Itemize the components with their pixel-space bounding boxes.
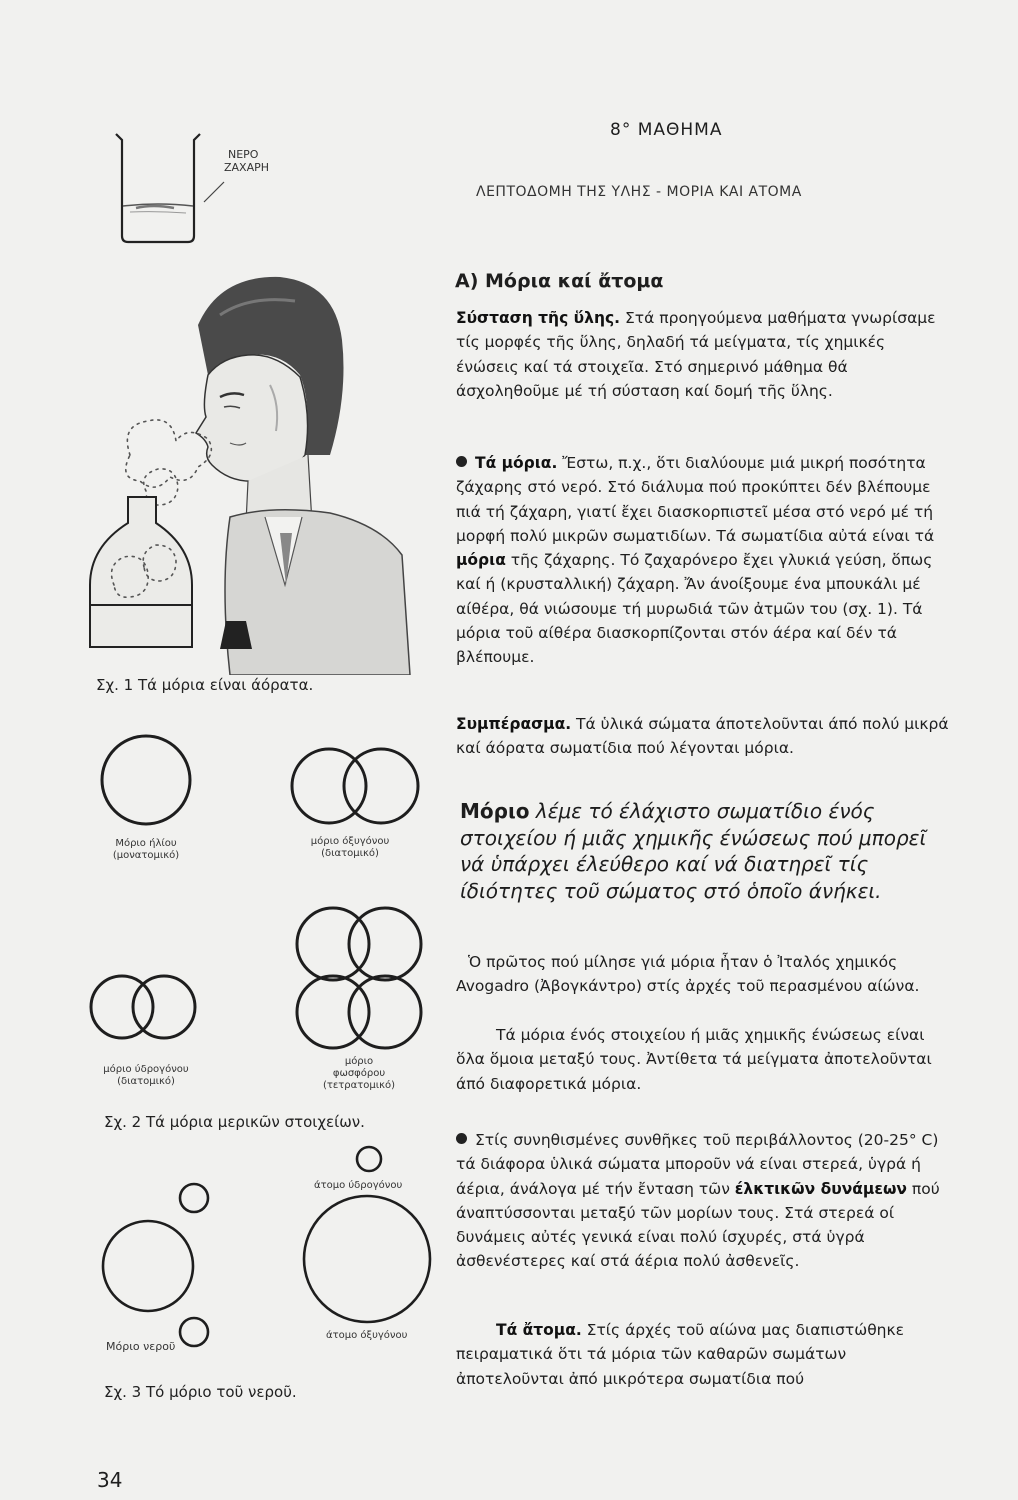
paragraph-avogadro: Ὁ πρῶτος πού μίλησε γιά μόρια ἦταν ὁ Ἰταλός χημικός Avogadro (Ἀβογκάντρο) στίς ἀρχές τοῦ περασμένου αίώνα. (456, 953, 920, 996)
paragraph-composition-text: Στά προηγούμενα μαθήματα γνωρίσαμε τίς μορφές τῆς ὕλης, δηλαδή τά μείγματα, τίς χημικές ένώσεις καί τά στοιχεῖα. Στό σημερινό μάθημα θά άσχοληθοῦμε μέ τή σύσταση καί δομή τῆς ὕλης. (456, 309, 936, 400)
paragraph-conclusion-lead: Συμπέρασμα. (456, 715, 572, 733)
phosphorus-label-line1: μόριο (344, 1056, 374, 1067)
paragraph-identical-molecules: Τά μόρια ένός στοιχείου ή μιᾶς χημικῆς ένώσεως είναι ὅλα ὅμοια μεταξύ τους. Ἀντίθετα τά μείγματα ἀποτελοῦνται άπό διαφορετικά μόρια. (456, 1026, 932, 1093)
helium-label-line2: (μονατομικό) (112, 850, 180, 861)
paragraph-conclusion-text: Τά ὑλικά σώματα άποτελοῦνται άπό πολύ μικρά καί άόρατα σωματίδια πού λέγονται μόρια. (456, 715, 949, 758)
paragraph-forces (456, 1128, 952, 1274)
water-molecule-diagram (100, 1150, 210, 1350)
beaker-illustration (108, 128, 208, 246)
hydrogen-label (82, 1064, 210, 1088)
oxygen-molecule-diagram (288, 744, 422, 828)
helium-molecule-diagram (98, 732, 194, 828)
oxygen-label (290, 836, 410, 860)
oxygen-atom-label: άτομο όξυγόνου (326, 1330, 408, 1341)
beaker-label-water: ΝΕΡΟ (228, 148, 259, 161)
man-smelling-ether-illustration (80, 255, 440, 675)
paragraph-composition-lead: Σύσταση τῆς ὕλης. (456, 309, 621, 327)
molecule-definition-lead: Μόριο (460, 799, 530, 823)
fig1-caption: Σχ. 1 Τά μόρια είναι άόρατα. (96, 676, 314, 694)
paragraph-conclusion (456, 712, 952, 761)
hydrogen-atom-diagram (354, 1144, 384, 1174)
hydrogen-molecule-diagram (88, 970, 198, 1044)
section-heading: Α) Μόρια καί ἄτομα (455, 270, 664, 292)
beaker-pointer-line (200, 178, 230, 208)
paragraph-atoms (456, 1318, 952, 1391)
hydrogen-label-line2: (διατομικό) (117, 1076, 175, 1087)
lesson-subtitle: ΛΕΠΤΟΔΟΜΗ ΤΗΣ ΥΛΗΣ - ΜΟΡΙΑ ΚΑΙ ΑΤΟΜΑ (476, 184, 802, 200)
hydrogen-atom-label: άτομο ύδρογόνου (314, 1180, 403, 1191)
paragraph-atoms-lead: Τά ἄτομα. (496, 1321, 582, 1339)
oxygen-atom-diagram (298, 1190, 436, 1328)
phosphorus-label-line2: φωσφόρου (332, 1068, 386, 1079)
paragraph-molecules-text-a: Ἔστω, π.χ., ὅτι διαλύουμε μιά μικρή ποσότητα ζάχαρης στό νερό. Στό διάλυμα πού προκύπτει δέν βλέπουμε πιά τή ζάχαρη, γιατί ἔχει διασκορπιστεῖ μέσα στό νερό μέ τή μορφή πολύ μικρῶν σωματιδίων. Τά σωματίδια αὐτά είναι τά (456, 454, 935, 545)
water-molecule-label: Μόριο νεροῦ (106, 1340, 176, 1353)
oxygen-label-line2: (διατομικό) (321, 848, 379, 859)
paragraph-molecules (456, 451, 952, 670)
beaker-label-sugar: ΖΑΧΑΡΗ (224, 161, 270, 174)
phosphorus-label-line3: (τετρατομικό) (322, 1080, 396, 1091)
oxygen-label-line1: μόριο όξυγόνου (310, 836, 390, 847)
lesson-title: 8° ΜΑΘΗΜΑ (610, 120, 723, 140)
paragraph-forces-text-a: Στίς συνηθισμένες συνθῆκες τοῦ περιβάλλοντος (20-25° C) τά διάφορα ὑλικά σώματα μποροῦν νά είναι στερεά, ὑγρά ή άέρια, άνάλογα μέ τήν ἔνταση τῶν (456, 1131, 939, 1198)
helium-label (90, 838, 202, 862)
paragraph-atoms-text: Στίς άρχές τοῦ αίώνα μας διαπιστώθηκε πειραματικά ὅτι τά μόρια τῶν καθαρῶν σωμάτων ἀποτελοῦνται ἀπό μικρότερα σωματίδια πού (456, 1321, 905, 1388)
paragraph-forces-bold: έλκτικῶν δυνάμεων (734, 1179, 907, 1198)
paragraph-composition (456, 306, 952, 403)
phosphorus-label (300, 1056, 418, 1092)
bullet-icon (456, 1133, 467, 1144)
page-number: 34 (97, 1468, 123, 1492)
fig2-caption: Σχ. 2 Τά μόρια μερικῶν στοιχείων. (104, 1113, 365, 1131)
helium-label-line1: Μόριο ήλίου (115, 838, 177, 849)
paragraph-molecules-bold: μόρια (456, 551, 506, 570)
bullet-icon (456, 456, 467, 467)
phosphorus-molecule-diagram (292, 904, 426, 1054)
hydrogen-label-line1: μόριο ύδρογόνου (103, 1064, 189, 1075)
paragraph-molecules-lead: Τά μόρια. (475, 454, 558, 472)
molecule-definition-text: λέμε τό έλάχιστο σωματίδιο ένός στοιχείου ή μιᾶς χημικῆς ένώσεως πού μπορεῖ νά ὑπάρχει έλεύθερο καί νά διατηρεῖ τίς ίδιότητες τοῦ σώματος στό ὁποῖο άνήκει. (460, 799, 927, 903)
paragraph-forces-text-b: πού άναπτύσσονται μεταξύ τῶν μορίων τους. Στά στερεά οί δυνάμεις αὐτές γενικά είναι πολύ ίσχυρές, στά ὑγρά ἀσθενέστερες καί στά άέρια πολύ ἀσθενεῖς. (456, 1179, 940, 1271)
paragraph-molecules-text-b: τῆς ζάχαρης. Τό ζαχαρόνερο ἔχει γλυκιά γεύση, ὅπως καί ή (κρυσταλλική) ζάχαρη. Ἄν άνοίξουμε ένα μπουκάλι μέ αίθέρα, θά νιώσουμε τή μυρωδιά τῶν ἀτμῶν του (σχ. 1). Τά μόρια τοῦ αίθέρα διασκορπίζονται στόν άέρα καί δέν τά βλέπουμε. (456, 551, 933, 667)
fig3-caption: Σχ. 3 Τό μόριο τοῦ νεροῦ. (104, 1383, 297, 1401)
molecule-definition (460, 798, 950, 904)
